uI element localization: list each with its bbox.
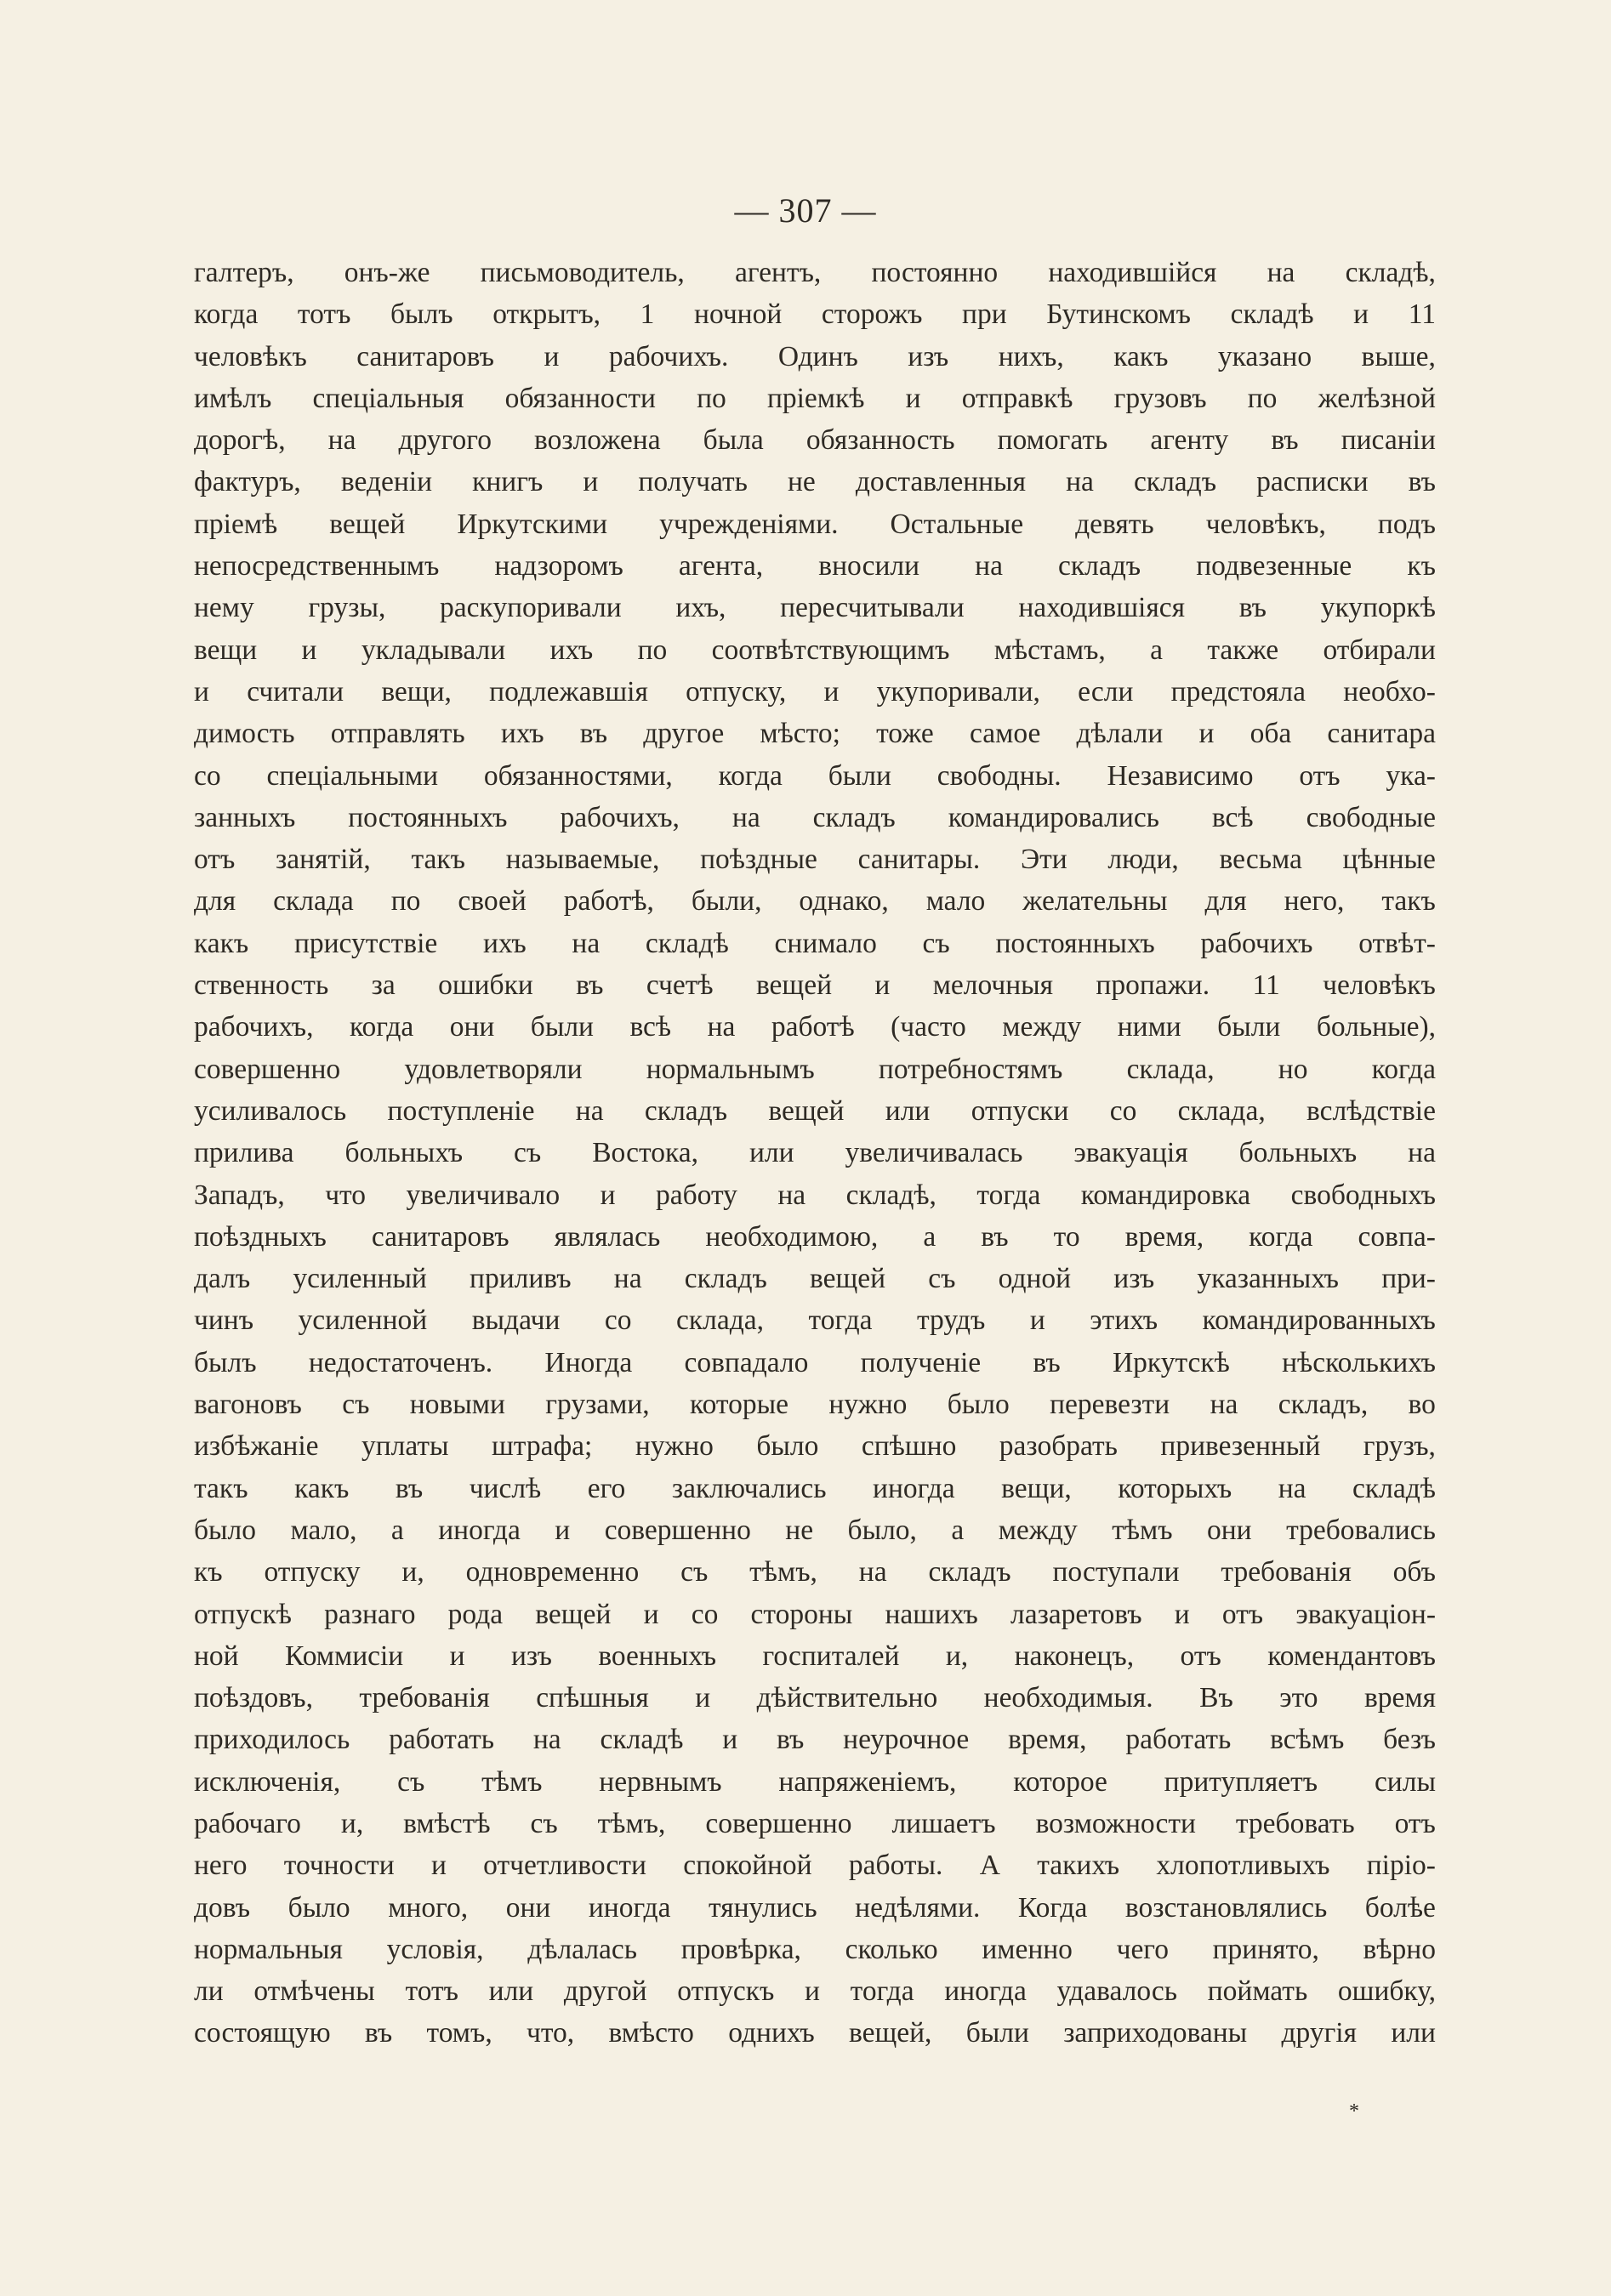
text-line: совершенно удовлетворяли нормальнымъ потребностямъ склада, но когда (194, 1053, 1436, 1085)
text-line: поѣздныхъ санитаровъ являлась необходимою, а въ то время, когда совпа- (194, 1220, 1436, 1253)
text-line: фактуръ, веденіи книгъ и получать не доставленныя на складъ расписки въ (194, 466, 1436, 498)
text-line: рабочаго и, вмѣстѣ съ тѣмъ, совершенно лишаетъ возможности требовать отъ (194, 1807, 1436, 1839)
text-line: приходилось работать на складѣ и въ неурочное время, работать всѣмъ безъ (194, 1724, 1436, 1756)
text-line: непосредственнымъ надзоромъ агента, вносили на складъ подвезенные къ (194, 550, 1436, 583)
text-line: человѣкъ санитаровъ и рабочихъ. Одинъ изъ нихъ, какъ указано выше, (194, 340, 1436, 372)
text-line: и считали вещи, подлежавшія отпуску, и укупоривали, если предстояла необхо- (194, 675, 1436, 708)
signature-mark: * (1349, 2100, 1359, 2123)
text-line: вагоновъ съ новыми грузами, которые нужно было перевезти на складъ, во (194, 1389, 1436, 1421)
text-line: довъ было много, они иногда тянулись недѣлями. Когда возстановлялись болѣе (194, 1891, 1436, 1924)
text-line: рабочихъ, когда они были всѣ на работѣ (часто между ними были больные), (194, 1011, 1436, 1043)
text-line: отпускѣ разнаго рода вещей и со стороны нашихъ лазаретовъ и отъ эвакуаціон- (194, 1598, 1436, 1630)
text-line: пріемѣ вещей Иркутскими учрежденіями. Остальные девять человѣкъ, подъ (194, 508, 1436, 540)
text-line: Западъ, что увеличивало и работу на складѣ, тогда командировка свободныхъ (194, 1179, 1436, 1211)
text-line: дорогѣ, на другого возложена была обязанность помогать агенту въ писаніи (194, 424, 1436, 457)
text-line: нему грузы, раскупоривали ихъ, пересчитывали находившіяся въ укупоркѣ (194, 592, 1436, 624)
text-line: имѣлъ спеціальныя обязанности по пріемкѣ и отправкѣ грузовъ по желѣзной (194, 382, 1436, 414)
text-line: избѣжаніе уплаты штрафа; нужно было спѣшно разобрать привезенный грузъ, (194, 1430, 1436, 1463)
body-text (194, 252, 1436, 2054)
text-line: со спеціальными обязанностями, когда были свободны. Независимо отъ ука- (194, 759, 1436, 792)
page-number: — 307 — (734, 191, 877, 230)
text-line: него точности и отчетливости спокойной работы. А такихъ хлопотливыхъ піріо- (194, 1850, 1436, 1882)
text-line: состоящую въ томъ, что, вмѣсто однихъ вещей, были заприходованы другія или (194, 2017, 1436, 2049)
text-line: ной Коммисіи и изъ военныхъ госпиталей и, наконецъ, отъ комендантовъ (194, 1640, 1436, 1672)
text-line: вещи и укладывали ихъ по соотвѣтствующимъ мѣстамъ, а также отбирали (194, 634, 1436, 666)
text-line: чинъ усиленной выдачи со склада, тогда трудъ и этихъ командированныхъ (194, 1304, 1436, 1337)
text-line: исключенія, съ тѣмъ нервнымъ напряженіемъ, которое притупляетъ силы (194, 1765, 1436, 1798)
text-line: занныхъ постоянныхъ рабочихъ, на складъ командировались всѣ свободные (194, 801, 1436, 833)
text-line: отъ занятій, такъ называемые, поѣздные санитары. Эти люди, весьма цѣнные (194, 844, 1436, 876)
text-line: далъ усиленный приливъ на складъ вещей съ одной изъ указанныхъ при- (194, 1263, 1436, 1295)
text-line: такъ какъ въ числѣ его заключались иногда вещи, которыхъ на складѣ (194, 1472, 1436, 1504)
text-line: ли отмѣчены тотъ или другой отпускъ и тогда иногда удавалось поймать ошибку, (194, 1975, 1436, 2008)
text-line: ственность за ошибки въ счетѣ вещей и мелочныя пропажи. 11 человѣкъ (194, 969, 1436, 1002)
text-line: когда тотъ былъ открытъ, 1 ночной сторожъ при Бутинскомъ складѣ и 11 (194, 298, 1436, 331)
text-line: прилива больныхъ съ Востока, или увеличивалась эвакуація больныхъ на (194, 1137, 1436, 1169)
text-line: былъ недостаточенъ. Иногда совпадало полученіе въ Иркутскѣ нѣсколькихъ (194, 1346, 1436, 1378)
text-line: галтеръ, онъ-же письмоводитель, агентъ, постоянно находившійся на складѣ, (194, 257, 1436, 288)
text-line: димость отправлять ихъ въ другое мѣсто; тоже самое дѣлали и оба санитара (194, 718, 1436, 750)
text-line: было мало, а иногда и совершенно не было, а между тѣмъ они требовались (194, 1514, 1436, 1546)
text-line: какъ присутствіе ихъ на складѣ снимало съ постоянныхъ рабочихъ отвѣт- (194, 927, 1436, 959)
text-line: къ отпуску и, одновременно съ тѣмъ, на складъ поступали требованія объ (194, 1556, 1436, 1588)
text-line: для склада по своей работѣ, были, однако, мало желательны для него, такъ (194, 885, 1436, 918)
text-line: поѣздовъ, требованія спѣшныя и дѣйствительно необходимыя. Въ это время (194, 1682, 1436, 1714)
text-line: нормальныя условія, дѣлалась провѣрка, сколько именно чего принято, вѣрно (194, 1933, 1436, 1965)
text-line: усиливалось поступленіе на складъ вещей или отпуски со склада, вслѣдствіе (194, 1094, 1436, 1127)
